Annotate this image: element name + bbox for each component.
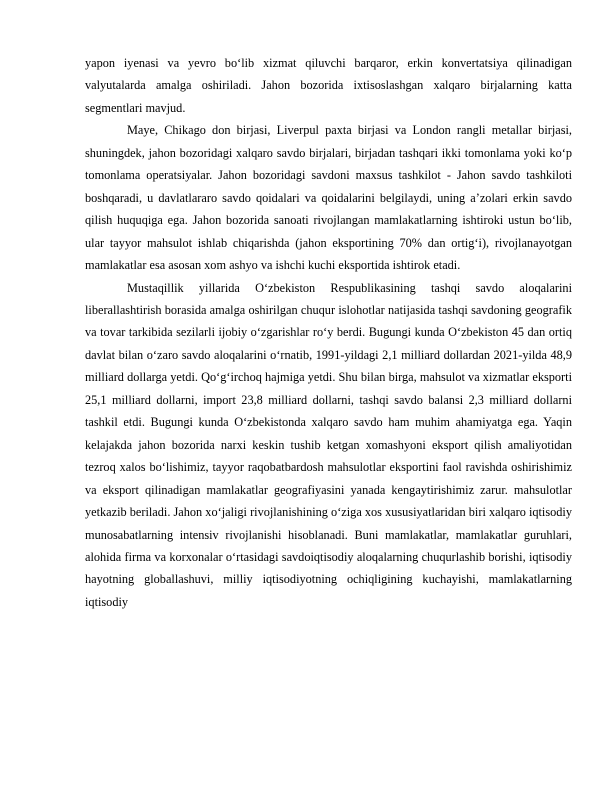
- paragraph-1: yapon iyenasi va yevro bo‘lib xizmat qiluvchi barqaror, erkin konvertatsiya qilinadigan valyutalarda amalga oshiriladi. Jahon bozorida ixtisoslashgan xalqaro birjalarning katta segmentlari mavjud.: [85, 56, 572, 115]
- document-page: [85, 52, 572, 613]
- paragraph-3: Mustaqillik yillarida O‘zbekiston Respublikasining tashqi savdo aloqalarini liberallashtirish borasida amalga oshirilgan chuqur islohotlar natijasida tashqi savdoning geografik va tovar tarkibida sezilarli ijobiy o‘zgarishlar ro‘y berdi. Bugungi kunda O‘zbekiston 45 dan ortiq davlat bilan o‘zaro savdo aloqalarini o‘rnatib, 1991-yildagi 2,1 milliard dollardan 2021-yilda 48,9 milliard dollarga yetdi. Qo‘g‘irchoq hajmiga yetdi. Shu bilan birga, mahsulot va xizmatlar eksporti 25,1 milliard dollarni, import 23,8 milliard dollarni, tashqi savdo balansi 2,3 milliard dollarni tashkil etdi. Bugungi kunda O‘zbekistonda xalqaro savdo ham muhim ahamiyatga ega. Yaqin kelajakda jahon bozorida narxi keskin tushib ketgan xomashyoni eksport qilish amaliyotidan tezroq xalos bo‘lishimiz, tayyor raqobatbardosh mahsulotlar eksportini faol ravishda oshirishimiz va eksport qilinadigan mamlakatlar geografiyasini yanada kengaytirishimiz zarur. mahsulotlar yetkazib beriladi. Jahon xo‘jaligi rivojlanishining o‘ziga xos xususiyatlaridan biri xalqaro iqtisodiy munosabatlarning intensiv rivojlanishi hisoblanadi. Buni mamlakatlar, mamlakatlar guruhlari, alohida firma va korxonalar o‘rtasidagi savdoiqtisodiy aloqalarning chuqurlashib borishi, iqtisodiy hayotning globallashuvi, milliy iqtisodiyotning ochiqligining kuchayishi, mamlakatlarning iqtisodiy: [85, 280, 572, 609]
- paragraph-2: Maye, Chikago don birjasi, Liverpul paxta birjasi va London rangli metallar birjasi, shuningdek, jahon bozoridagi xalqaro savdo birjalari, birjadan tashqari ikki tomonlama yoki ko‘p tomonlama operatsiyalar. Jahon bozoridagi savdoni maxsus tashkilot - Jahon savdo tashkiloti boshqaradi, u davlatlararo savdo qoidalari va qoidalarini belgilaydi, uning a’zolari erkin savdo qilish huquqiga ega. Jahon bozorida sanoati rivojlangan mamlakatlarning ishtiroki ustun bo‘lib, ular tayyor mahsulot ishlab chiqarishda (jahon eksportining 70% dan ortig‘i), rivojlanayotgan mamlakatlar esa asosan xom ashyo va ishchi kuchi eksportida ishtirok etadi.: [85, 123, 572, 273]
